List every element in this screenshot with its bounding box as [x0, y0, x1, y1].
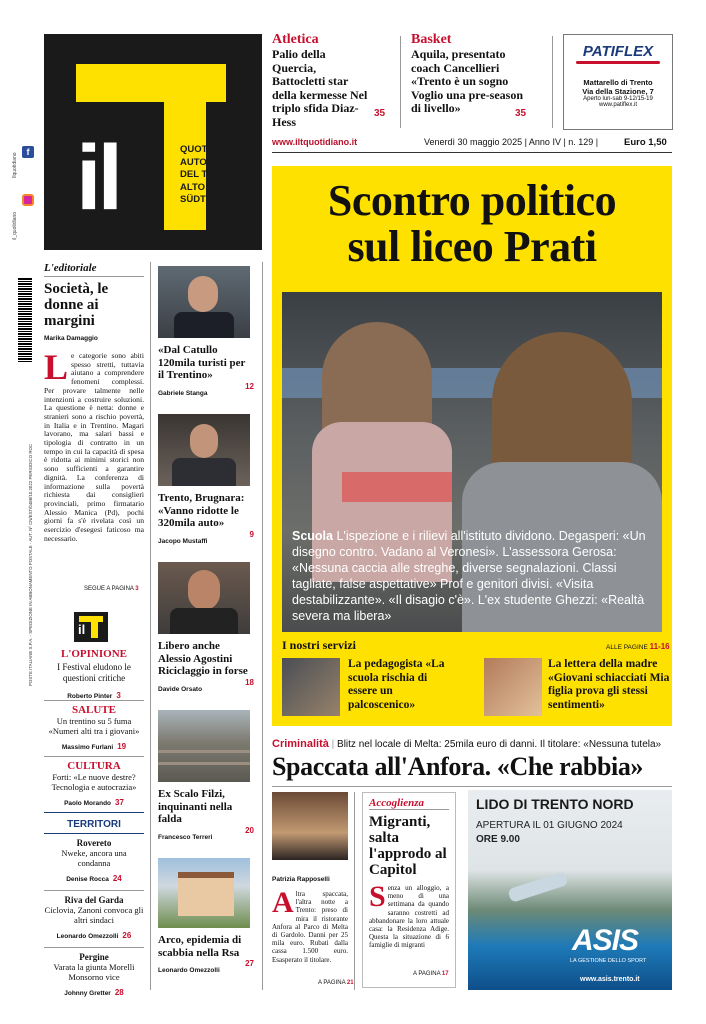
ad-patiflex[interactable]: PATIFLEX Mattarello di Trento Via della Stazione, 7 Aperto lun-sab 9-12/15-19 www.patiflex.it — [563, 34, 673, 130]
teaser-page: 35 — [374, 108, 386, 119]
teaser-text: Palio della Quercia, Battocletti star della kermesse Nel triplo sfida Diaz-Hess — [272, 47, 368, 129]
website-link[interactable]: www.iltquotidiano.it — [272, 137, 358, 147]
ad-pool-slide — [507, 871, 568, 903]
services-pages: ALLE PAGINE 11-16 — [606, 642, 670, 651]
small-logo: il — [74, 612, 108, 642]
cronaca-author: Patrizia Rapposelli — [272, 876, 330, 883]
story-photo — [158, 858, 250, 928]
story-1[interactable]: «Dal Catullo 120mila turisti per il Trentino» Gabriele Stanga 12 — [158, 266, 254, 400]
instagram-label: il_quotidiano — [12, 211, 18, 240]
territori-header: TERRITORI — [44, 812, 144, 834]
cronaca-body: A ltra spaccata, l'altra notte a Trento: preso di mira il ristorante Anfora al Parco di Melta di Gardolo. Danni per 25 mila euro. Rubati dalla cassa 1.500 euro. Esasperato il titolare. — [272, 886, 348, 964]
cronaca-page[interactable]: A PAGINA 21 — [318, 980, 354, 986]
story-3[interactable]: Libero anche Alessio Agostini Riciclaggio in forse Davide Orsato 18 — [158, 562, 254, 696]
spine-text: POSTE ITALIANE S.P.A. - SPEDIZIONE IN ABBONAMENTO POSTALE - AUT. Nº CN/EST/0488/10.2022 PERIODICO ROC — [28, 443, 33, 686]
photo-books — [342, 472, 452, 502]
accoglienza-page[interactable]: A PAGINA 17 — [413, 971, 449, 977]
editoriale[interactable] — [44, 262, 144, 592]
teaser-atletica[interactable] — [272, 32, 394, 129]
teaser-kicker: Atletica — [272, 32, 319, 47]
service2-text[interactable]: La lettera della madre «Giovani schiacciati Mia figlia prova gli stessi sentimenti» — [548, 658, 670, 711]
facebook-icon[interactable]: f — [22, 146, 34, 158]
lead-summary: Scuola L'ispezione e i rilievi all'istituto dividono. Degasperi: «Un disegno contro. Vadano al Veronesi». L'assessora Gerosa: «Nessuna caccia alle streghe, diverse segnalazioni. Classi tagliate, false aspettative» Prof e genitori divisi. «Visita destabilizzante». «Il disagio c'è». L'ex studente Ghezzi: «Realtà severa ma libera» — [292, 529, 646, 623]
teaser-kicker: Basket — [411, 32, 452, 47]
story-photo — [158, 562, 250, 634]
section-cultura[interactable]: CULTURA Forti: «Le nuove destre? Tecnologia e autocrazia» Paolo Morando 37 — [51, 760, 137, 807]
service2-photo — [484, 658, 542, 716]
lead-photo — [282, 292, 662, 632]
cronaca-kicker-line: Criminalità | Blitz nel locale di Melta: 25mila euro di danni. Il titolare: «Nessuna tutela» — [272, 738, 662, 750]
story-2[interactable]: Trento, Brugnara: «Vanno ridotte le 320mila auto» Jacopo Mustaffi 9 — [158, 414, 254, 548]
masthead-logo-block — [44, 34, 262, 250]
story-4[interactable]: Ex Scalo Filzi, inquinanti nella falda Francesco Terreri 20 — [158, 710, 254, 844]
editoriale-title: Società, le donne ai margini — [44, 281, 109, 329]
ad-brand: ASIS — [572, 924, 639, 957]
story-5[interactable]: Arco, epidemia di scabbia nella Rsa Leonardo Omezzolli 27 — [158, 858, 254, 977]
instagram-icon[interactable] — [22, 194, 34, 206]
territori-item[interactable]: Pergine Varata la giunta Morelli Monsorno vice Johnny Gretter 28 — [53, 952, 135, 997]
territori-item[interactable]: Riva del Garda Ciclovia, Zanoni convoca gli altri sindaci Leonardo Omezzolli 26 — [44, 895, 144, 940]
editoriale-continue[interactable]: SEGUE A PAGINA 3 — [84, 586, 139, 592]
lead-headline[interactable]: Scontro politico sul liceo Prati — [327, 176, 617, 271]
ad-brand-swoosh — [576, 61, 660, 64]
territori-item[interactable]: Rovereto Nweke, ancora una condanna Denise Rocca 24 — [61, 838, 127, 883]
territori — [44, 812, 144, 1000]
dateline: Venerdì 30 maggio 2025 | Anno IV | n. 129 | — [424, 137, 599, 147]
facebook-label: Ilquotidiano — [12, 152, 18, 178]
editoriale-body: L e categorie sono abiti spesso stretti, tuttavia aiutano a comprendere fenomeni complessi. Per provare talmente nelle intenzioni a costruire soluzioni. La questione è netta: donne e stranieri sono a rischio povertà, in Italia e in Trentino. Magari lavorano, ma salari bassi e tipologia di contratto in un tempo in cui la capacità di spesa è ridotta ai minimi storici non sono sufficienti a garantire dignità. La conferenza di informazione sulla povertà richiesta dai consiglieri provinciali, primo firmatario Alessio Manica (Pd), pochi giorni fa s'è rivelata così un esercizio d'esegesi faticoso ma necessario. — [44, 347, 144, 543]
teaser-page: 35 — [515, 108, 527, 119]
editoriale-kicker: L'editoriale — [44, 262, 144, 277]
teaser-basket[interactable] — [411, 32, 541, 119]
masthead-tagline: QUOTIDIANO AUTONOMO DEL TRENTINO ALTO ADIGE / SÜDTIROL — [180, 144, 251, 205]
service1-text[interactable]: La pedagogista «La scuola rischia di essere un palcoscenico» — [348, 658, 445, 711]
teaser-text: Aquila, presentato coach Cancellieri «Trento è un sogno Voglio una pre-season di livello» — [411, 47, 524, 115]
ad-lido[interactable]: LIDO DI TRENTO NORD APERTURA IL 01 GIUGNO 2024 ORE 9.00 ASIS LA GESTIONE DELLO SPORT www.asis.trento.it — [468, 790, 672, 990]
story-photo — [158, 266, 250, 338]
editoriale-author: Marika Damaggio — [44, 335, 98, 342]
section-salute[interactable]: SALUTE Un trentino su 5 fuma «Numeri alti tra i giovani» Massimo Furlani 19 — [48, 704, 140, 751]
cronaca-headline[interactable]: Spaccata all'Anfora. «Che rabbia» — [272, 752, 644, 781]
service1-photo — [282, 658, 340, 716]
lead-box — [272, 166, 672, 726]
story-photo — [158, 710, 250, 782]
price: Euro 1,50 — [624, 137, 667, 148]
accoglienza-box[interactable]: Accoglienza Migranti, salta l'approdo al Capitol S enza un alloggio, a meno di una settimana da quando saranno costretti ad abbandonare la loro attuale casa: la Residenza Adige. Questa la situazione di 6 famiglie di migranti A PAGINA 17 — [362, 792, 456, 988]
logo-letters: il — [76, 127, 120, 229]
ad-brand: PATIFLEX — [582, 43, 654, 60]
opinione[interactable]: L'OPINIONE I Festival eludono le questioni critiche Roberto Pinter 3 — [57, 648, 131, 700]
services-label: I nostri servizi — [282, 638, 356, 652]
barcode — [18, 278, 32, 362]
story-photo — [158, 414, 250, 486]
cronaca-photo — [272, 792, 348, 860]
